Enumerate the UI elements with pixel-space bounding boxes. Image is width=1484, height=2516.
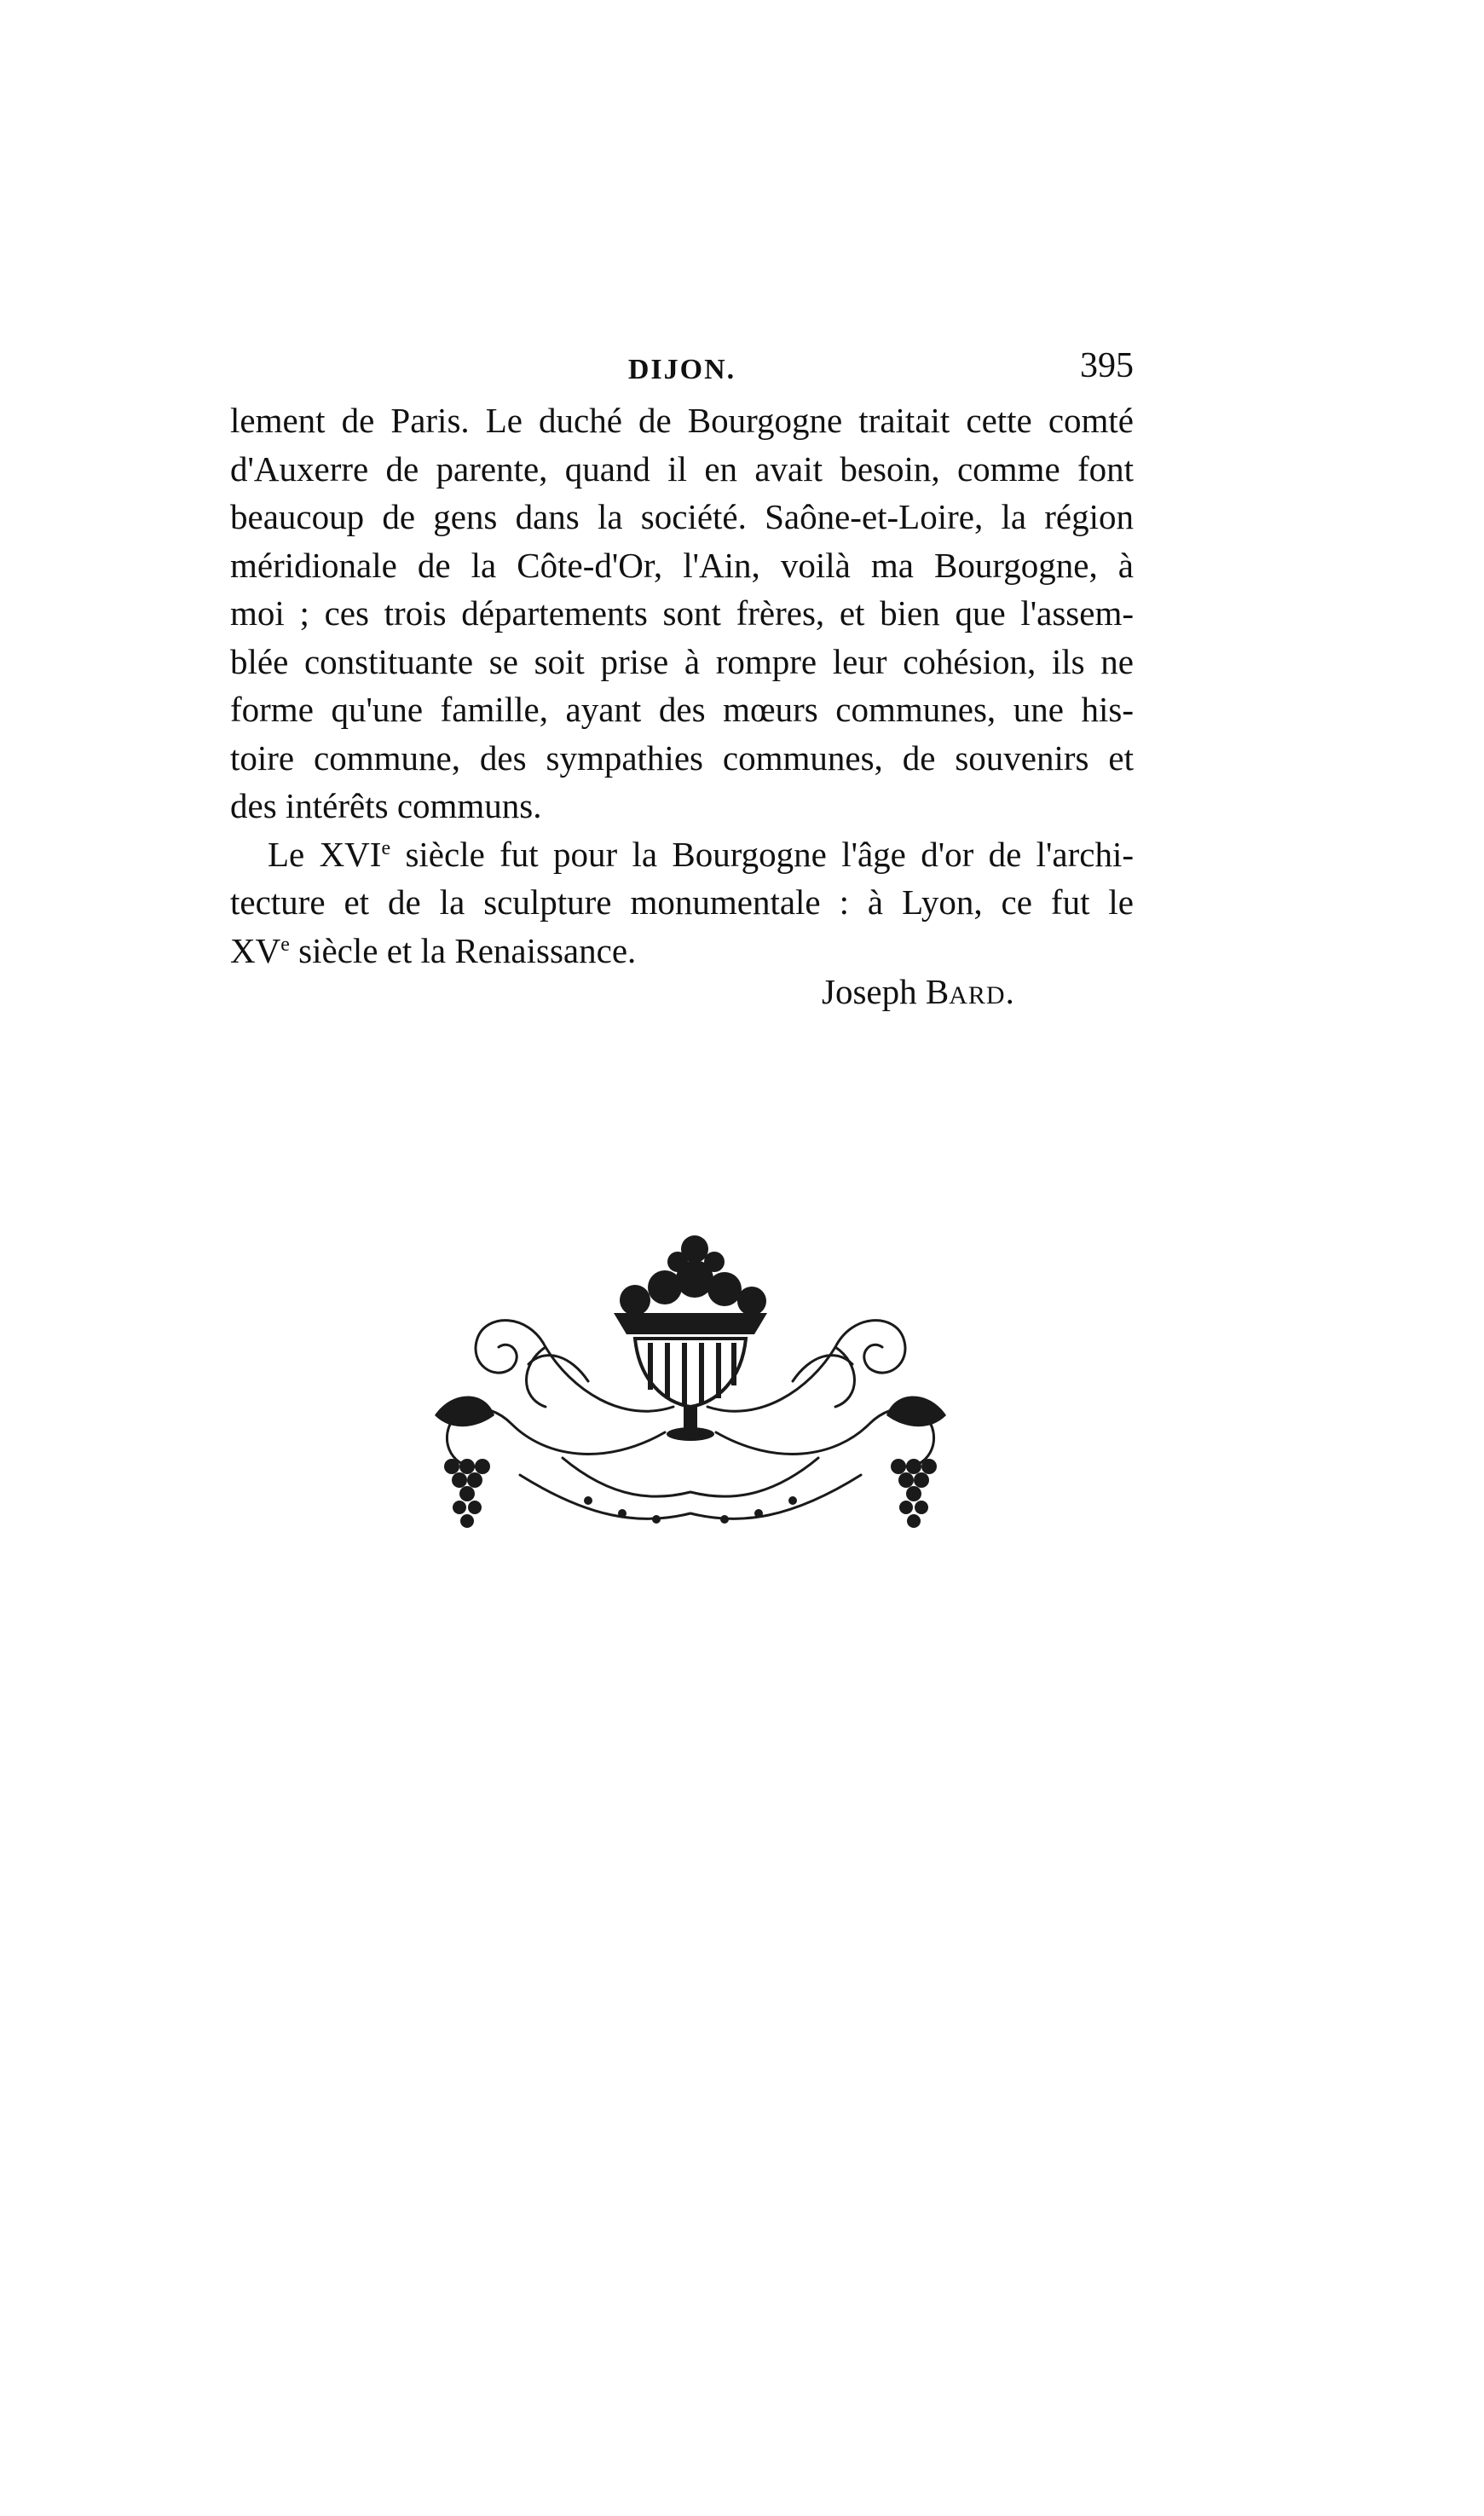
text-line: tecture et de la sculpture monumentale : à Lyon, ce fut le xyxy=(230,882,1134,922)
running-title: DIJON. xyxy=(627,354,736,385)
text-line: moi ; ces trois départements sont frères, et bien que l'assem- xyxy=(230,593,1134,633)
running-header xyxy=(230,345,1134,396)
signature-smallcaps: ARD xyxy=(949,981,1006,1009)
text-line: beaucoup de gens dans la société. Saône-et-Loire, la région xyxy=(230,497,1134,536)
text-line-paragraph-start xyxy=(230,830,1134,879)
fruit-urn-vignette-icon xyxy=(418,1219,963,1552)
signature-first-name: Joseph xyxy=(822,972,926,1011)
text-line: toire commune, des sympathies communes, de souvenirs et xyxy=(230,737,1134,778)
signature-initial: B xyxy=(925,972,950,1011)
superscript: e xyxy=(280,933,290,956)
text-fragment: siècle fut pour la Bourgogne l'âge d'or de l'archi- xyxy=(390,834,1134,874)
text-fragment: XV xyxy=(230,930,281,970)
text-fragment: Le XVI xyxy=(268,834,382,874)
signature-period: . xyxy=(1005,972,1014,1011)
superscript: e xyxy=(381,836,391,859)
text-line: forme qu'une famille, ayant des mœurs communes, une his- xyxy=(230,690,1134,729)
text-line: méridionale de la Côte-d'Or, l'Ain, voilà ma Bourgogne, à xyxy=(230,545,1134,585)
text-line: blée constituante se soit prise à rompre leur cohésion, ils ne xyxy=(230,641,1134,681)
text-fragment: siècle et la Renaissance. xyxy=(289,930,637,970)
text-line: des intérêts communs. xyxy=(230,786,542,825)
text-line: d'Auxerre de parente, quand il en avait besoin, comme font xyxy=(230,448,1134,489)
page-number: 395 xyxy=(1080,346,1134,385)
body-text xyxy=(230,396,1134,975)
text-line: lement de Paris. Le duché de Bourgogne traitait cette comté xyxy=(230,401,1134,440)
author-signature xyxy=(822,968,1014,1020)
